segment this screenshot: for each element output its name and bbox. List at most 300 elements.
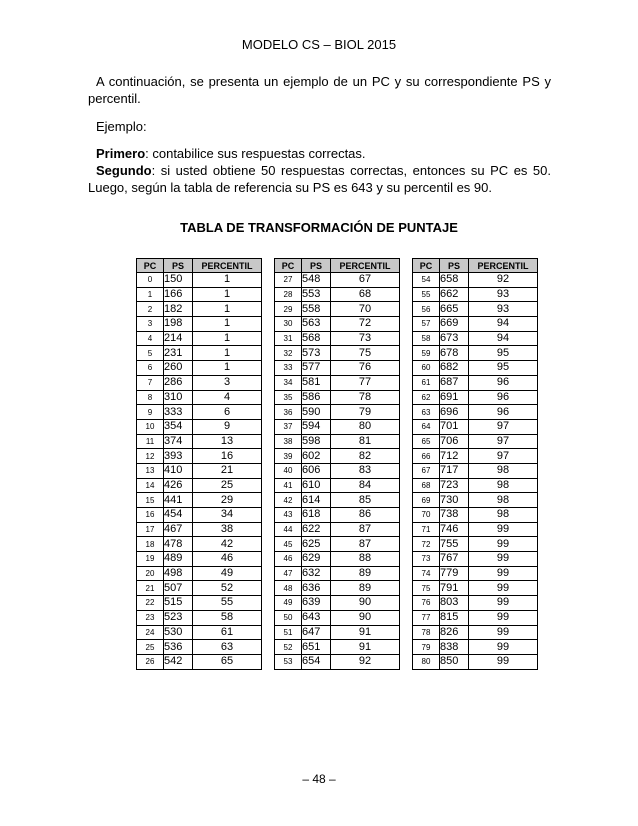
cell-pc: 49 (275, 596, 302, 611)
step-two-paragraph (88, 162, 551, 196)
cell-pc: 38 (275, 434, 302, 449)
cell-ps: 767 (440, 552, 469, 567)
cell-pc: 78 (413, 625, 440, 640)
cell-ps: 636 (302, 581, 331, 596)
cell-pct: 1 (193, 302, 262, 317)
table-row (275, 375, 400, 390)
cell-pc: 65 (413, 434, 440, 449)
cell-ps: 850 (440, 654, 469, 669)
cell-ps: 594 (302, 419, 331, 434)
cell-pc: 42 (275, 493, 302, 508)
table-row (413, 537, 538, 552)
cell-pct: 87 (331, 522, 400, 537)
cell-pc: 53 (275, 654, 302, 669)
cell-pct: 96 (469, 390, 538, 405)
cell-pct: 98 (469, 478, 538, 493)
step-one-label: Primero (96, 146, 146, 161)
table-row (413, 596, 538, 611)
cell-pct: 73 (331, 331, 400, 346)
table-row (275, 419, 400, 434)
cell-pct: 61 (193, 625, 262, 640)
cell-ps: 393 (164, 449, 193, 464)
cell-pct: 1 (193, 287, 262, 302)
cell-ps: 826 (440, 625, 469, 640)
cell-ps: 755 (440, 537, 469, 552)
cell-pc: 7 (137, 375, 164, 390)
cell-ps: 568 (302, 331, 331, 346)
cell-pct: 1 (193, 317, 262, 332)
cell-ps: 586 (302, 390, 331, 405)
score-table-3 (412, 258, 538, 670)
cell-pc: 21 (137, 581, 164, 596)
cell-pct: 96 (469, 375, 538, 390)
step-one-text: : contabilice sus respuestas correctas. (145, 146, 366, 161)
cell-ps: 651 (302, 640, 331, 655)
cell-ps: 803 (440, 596, 469, 611)
column-header-ps: PS (440, 259, 469, 273)
intro-paragraph: A continuación, se presenta un ejemplo de un PC y su correspondiente PS y percentil. (88, 74, 551, 106)
cell-ps: 214 (164, 331, 193, 346)
cell-pct: 91 (331, 625, 400, 640)
cell-pc: 4 (137, 331, 164, 346)
cell-ps: 665 (440, 302, 469, 317)
cell-ps: 354 (164, 419, 193, 434)
cell-pct: 85 (331, 493, 400, 508)
cell-pct: 89 (331, 581, 400, 596)
table-row (137, 434, 262, 449)
cell-pc: 0 (137, 273, 164, 288)
score-table-2 (274, 258, 400, 670)
cell-ps: 515 (164, 596, 193, 611)
column-header-ps: PS (164, 259, 193, 273)
table-row (275, 566, 400, 581)
cell-pct: 99 (469, 654, 538, 669)
cell-pc: 44 (275, 522, 302, 537)
cell-pc: 80 (413, 654, 440, 669)
cell-pc: 30 (275, 317, 302, 332)
cell-pct: 68 (331, 287, 400, 302)
cell-ps: 815 (440, 610, 469, 625)
cell-pc: 31 (275, 331, 302, 346)
cell-pct: 97 (469, 449, 538, 464)
table-row (413, 449, 538, 464)
cell-pct: 16 (193, 449, 262, 464)
table-row (275, 596, 400, 611)
cell-pc: 46 (275, 552, 302, 567)
cell-ps: 618 (302, 508, 331, 523)
cell-ps: 410 (164, 463, 193, 478)
cell-pct: 97 (469, 434, 538, 449)
cell-pc: 45 (275, 537, 302, 552)
cell-ps: 542 (164, 654, 193, 669)
cell-pc: 2 (137, 302, 164, 317)
cell-ps: 673 (440, 331, 469, 346)
table-title: TABLA DE TRANSFORMACIÓN DE PUNTAJE (180, 220, 458, 235)
cell-pc: 16 (137, 508, 164, 523)
cell-pct: 49 (193, 566, 262, 581)
column-header-percentil: PERCENTIL (469, 259, 538, 273)
table-row (275, 508, 400, 523)
table-row (413, 625, 538, 640)
table-row (413, 346, 538, 361)
cell-ps: 717 (440, 463, 469, 478)
cell-pct: 84 (331, 478, 400, 493)
cell-pct: 79 (331, 405, 400, 420)
step-two-text: : si usted obtiene 50 respuestas correctas, entonces su PC es 50. Luego, según la tabla de referencia su PS es 643 y su percentil es 90. (88, 163, 551, 195)
cell-pc: 10 (137, 419, 164, 434)
cell-ps: 310 (164, 390, 193, 405)
cell-ps: 658 (440, 273, 469, 288)
column-header-pc: PC (413, 259, 440, 273)
cell-pct: 93 (469, 287, 538, 302)
table-row (137, 375, 262, 390)
cell-pc: 26 (137, 654, 164, 669)
table-row (137, 449, 262, 464)
cell-ps: 791 (440, 581, 469, 596)
cell-pc: 50 (275, 610, 302, 625)
cell-pc: 28 (275, 287, 302, 302)
cell-pc: 36 (275, 405, 302, 420)
table-row (413, 405, 538, 420)
cell-ps: 629 (302, 552, 331, 567)
table-row (413, 331, 538, 346)
table-row (275, 640, 400, 655)
table-row (137, 640, 262, 655)
cell-pc: 48 (275, 581, 302, 596)
column-header-pc: PC (137, 259, 164, 273)
cell-pc: 15 (137, 493, 164, 508)
table-row (137, 346, 262, 361)
table-row (413, 522, 538, 537)
table-row (137, 596, 262, 611)
cell-pc: 14 (137, 478, 164, 493)
cell-ps: 536 (164, 640, 193, 655)
cell-pct: 88 (331, 552, 400, 567)
cell-pct: 95 (469, 346, 538, 361)
table-row (275, 463, 400, 478)
cell-pc: 71 (413, 522, 440, 537)
table-row (137, 625, 262, 640)
cell-pct: 67 (331, 273, 400, 288)
cell-pct: 90 (331, 596, 400, 611)
table-row (413, 581, 538, 596)
cell-ps: 478 (164, 537, 193, 552)
cell-ps: 182 (164, 302, 193, 317)
cell-pc: 33 (275, 361, 302, 376)
cell-pc: 63 (413, 405, 440, 420)
table-row (137, 302, 262, 317)
cell-pc: 75 (413, 581, 440, 596)
cell-pct: 99 (469, 522, 538, 537)
table-row (137, 273, 262, 288)
cell-pc: 59 (413, 346, 440, 361)
cell-ps: 647 (302, 625, 331, 640)
cell-pc: 8 (137, 390, 164, 405)
cell-ps: 489 (164, 552, 193, 567)
cell-pc: 17 (137, 522, 164, 537)
cell-ps: 669 (440, 317, 469, 332)
cell-pct: 1 (193, 361, 262, 376)
cell-pc: 67 (413, 463, 440, 478)
table-row (275, 654, 400, 669)
table-row (413, 419, 538, 434)
table-row (137, 331, 262, 346)
cell-pct: 77 (331, 375, 400, 390)
cell-ps: 441 (164, 493, 193, 508)
cell-ps: 333 (164, 405, 193, 420)
example-label: Ejemplo: (96, 119, 147, 134)
cell-ps: 467 (164, 522, 193, 537)
table-row (137, 419, 262, 434)
cell-pct: 38 (193, 522, 262, 537)
cell-pct: 3 (193, 375, 262, 390)
cell-pc: 57 (413, 317, 440, 332)
cell-pc: 52 (275, 640, 302, 655)
cell-pct: 6 (193, 405, 262, 420)
cell-pc: 70 (413, 508, 440, 523)
cell-pc: 64 (413, 419, 440, 434)
table-row (137, 581, 262, 596)
cell-ps: 779 (440, 566, 469, 581)
cell-pc: 1 (137, 287, 164, 302)
cell-pct: 76 (331, 361, 400, 376)
cell-ps: 838 (440, 640, 469, 655)
cell-ps: 723 (440, 478, 469, 493)
table-row (413, 640, 538, 655)
cell-ps: 606 (302, 463, 331, 478)
table-row (275, 478, 400, 493)
cell-ps: 498 (164, 566, 193, 581)
cell-ps: 687 (440, 375, 469, 390)
cell-ps: 563 (302, 317, 331, 332)
cell-pct: 78 (331, 390, 400, 405)
cell-pc: 60 (413, 361, 440, 376)
table-row (137, 654, 262, 669)
table-row (275, 331, 400, 346)
table-row (275, 610, 400, 625)
score-table-1 (136, 258, 262, 670)
cell-pc: 73 (413, 552, 440, 567)
cell-pc: 18 (137, 537, 164, 552)
cell-ps: 523 (164, 610, 193, 625)
table-row (413, 463, 538, 478)
cell-ps: 639 (302, 596, 331, 611)
cell-pc: 56 (413, 302, 440, 317)
table-row (413, 493, 538, 508)
cell-ps: 610 (302, 478, 331, 493)
table-header-row (413, 259, 538, 273)
cell-pct: 1 (193, 346, 262, 361)
cell-ps: 696 (440, 405, 469, 420)
table-row (137, 287, 262, 302)
table-row (275, 405, 400, 420)
table-row (413, 434, 538, 449)
cell-pct: 21 (193, 463, 262, 478)
table-row (275, 537, 400, 552)
cell-pc: 54 (413, 273, 440, 288)
cell-pc: 40 (275, 463, 302, 478)
page-number: – 48 – (302, 772, 336, 786)
cell-ps: 738 (440, 508, 469, 523)
cell-pc: 58 (413, 331, 440, 346)
cell-ps: 507 (164, 581, 193, 596)
cell-pct: 58 (193, 610, 262, 625)
cell-pc: 27 (275, 273, 302, 288)
table-row (413, 375, 538, 390)
table-row (413, 552, 538, 567)
cell-ps: 454 (164, 508, 193, 523)
table-row (137, 361, 262, 376)
table-row (137, 552, 262, 567)
cell-pct: 13 (193, 434, 262, 449)
cell-pct: 83 (331, 463, 400, 478)
cell-pc: 32 (275, 346, 302, 361)
cell-ps: 625 (302, 537, 331, 552)
table-row (137, 566, 262, 581)
cell-ps: 746 (440, 522, 469, 537)
cell-ps: 553 (302, 287, 331, 302)
cell-ps: 643 (302, 610, 331, 625)
column-header-percentil: PERCENTIL (331, 259, 400, 273)
cell-pc: 11 (137, 434, 164, 449)
cell-pct: 96 (469, 405, 538, 420)
table-row (275, 522, 400, 537)
table-row (137, 390, 262, 405)
cell-pct: 99 (469, 581, 538, 596)
table-row (137, 610, 262, 625)
table-row (413, 478, 538, 493)
cell-pc: 77 (413, 610, 440, 625)
table-row (413, 287, 538, 302)
cell-ps: 590 (302, 405, 331, 420)
step-two-label: Segundo (96, 163, 152, 178)
cell-pct: 93 (469, 302, 538, 317)
cell-pc: 29 (275, 302, 302, 317)
cell-pct: 94 (469, 331, 538, 346)
cell-pc: 37 (275, 419, 302, 434)
cell-ps: 374 (164, 434, 193, 449)
cell-ps: 231 (164, 346, 193, 361)
cell-ps: 691 (440, 390, 469, 405)
cell-pc: 74 (413, 566, 440, 581)
cell-pct: 99 (469, 596, 538, 611)
cell-pc: 47 (275, 566, 302, 581)
cell-pct: 99 (469, 566, 538, 581)
table-row (413, 508, 538, 523)
cell-pct: 97 (469, 419, 538, 434)
cell-pct: 95 (469, 361, 538, 376)
cell-ps: 150 (164, 273, 193, 288)
cell-ps: 573 (302, 346, 331, 361)
cell-ps: 602 (302, 449, 331, 464)
table-header-row (275, 259, 400, 273)
cell-pc: 25 (137, 640, 164, 655)
cell-ps: 426 (164, 478, 193, 493)
table-row (413, 361, 538, 376)
cell-pct: 99 (469, 610, 538, 625)
cell-pct: 80 (331, 419, 400, 434)
cell-pc: 72 (413, 537, 440, 552)
cell-pct: 91 (331, 640, 400, 655)
cell-pct: 89 (331, 566, 400, 581)
cell-pc: 20 (137, 566, 164, 581)
cell-pc: 24 (137, 625, 164, 640)
cell-pct: 65 (193, 654, 262, 669)
table-row (137, 508, 262, 523)
table-row (413, 566, 538, 581)
cell-ps: 678 (440, 346, 469, 361)
table-row (275, 625, 400, 640)
cell-ps: 166 (164, 287, 193, 302)
table-row (413, 273, 538, 288)
table-row (275, 493, 400, 508)
table-row (275, 581, 400, 596)
table-row (137, 317, 262, 332)
cell-ps: 730 (440, 493, 469, 508)
cell-pct: 70 (331, 302, 400, 317)
table-row (275, 346, 400, 361)
cell-pct: 98 (469, 463, 538, 478)
table-row (137, 405, 262, 420)
cell-pct: 81 (331, 434, 400, 449)
table-row (275, 273, 400, 288)
cell-pc: 5 (137, 346, 164, 361)
cell-pc: 13 (137, 463, 164, 478)
cell-pc: 51 (275, 625, 302, 640)
cell-ps: 614 (302, 493, 331, 508)
cell-pct: 29 (193, 493, 262, 508)
cell-pc: 22 (137, 596, 164, 611)
cell-pc: 35 (275, 390, 302, 405)
cell-pct: 92 (331, 654, 400, 669)
cell-pc: 43 (275, 508, 302, 523)
table-row (275, 390, 400, 405)
table-row (137, 493, 262, 508)
table-row (413, 390, 538, 405)
cell-pct: 46 (193, 552, 262, 567)
cell-ps: 622 (302, 522, 331, 537)
cell-ps: 548 (302, 273, 331, 288)
cell-pct: 99 (469, 537, 538, 552)
table-row (275, 361, 400, 376)
cell-ps: 706 (440, 434, 469, 449)
cell-ps: 577 (302, 361, 331, 376)
cell-pc: 61 (413, 375, 440, 390)
cell-pct: 86 (331, 508, 400, 523)
table-row (275, 552, 400, 567)
cell-pc: 6 (137, 361, 164, 376)
cell-ps: 198 (164, 317, 193, 332)
cell-ps: 662 (440, 287, 469, 302)
cell-pct: 72 (331, 317, 400, 332)
cell-pc: 79 (413, 640, 440, 655)
cell-ps: 598 (302, 434, 331, 449)
cell-pc: 62 (413, 390, 440, 405)
cell-ps: 530 (164, 625, 193, 640)
cell-pct: 42 (193, 537, 262, 552)
column-header-pc: PC (275, 259, 302, 273)
cell-pc: 41 (275, 478, 302, 493)
cell-ps: 701 (440, 419, 469, 434)
table-row (275, 449, 400, 464)
cell-pc: 3 (137, 317, 164, 332)
table-row (413, 654, 538, 669)
cell-pct: 4 (193, 390, 262, 405)
cell-pc: 34 (275, 375, 302, 390)
cell-pc: 76 (413, 596, 440, 611)
cell-pc: 12 (137, 449, 164, 464)
cell-pct: 52 (193, 581, 262, 596)
